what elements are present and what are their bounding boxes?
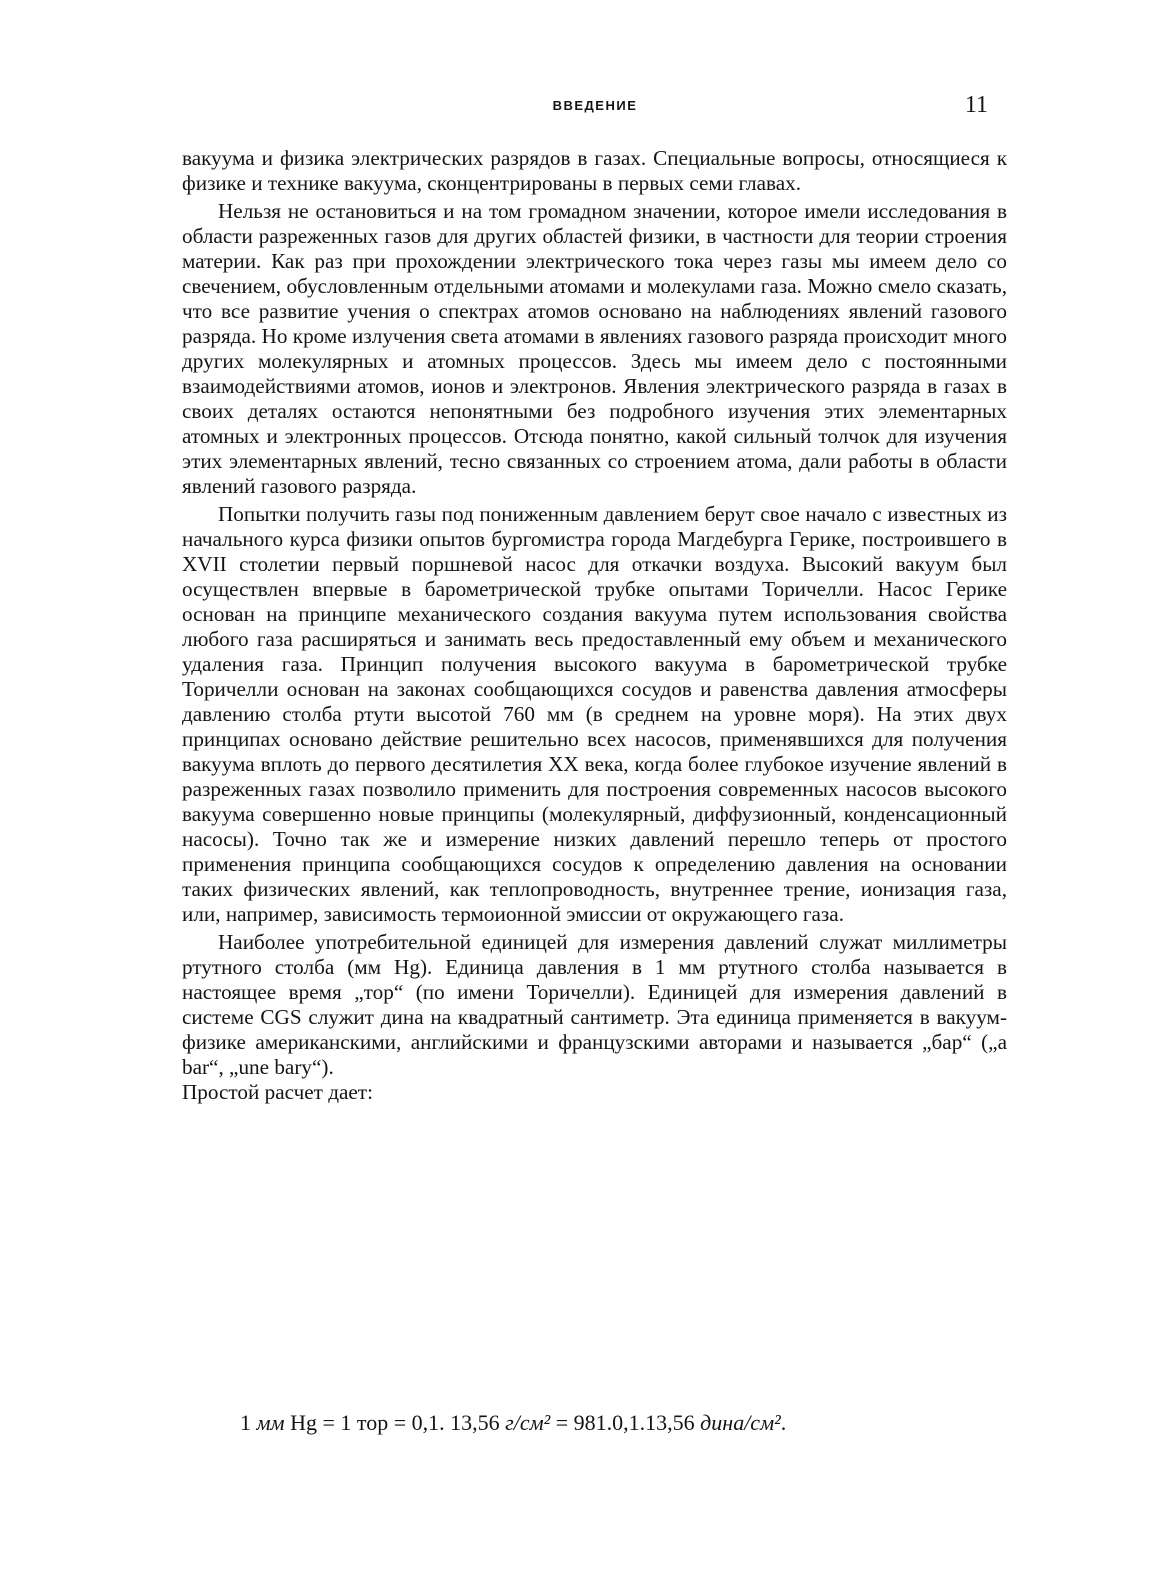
pressure-conversion-formula [240, 1410, 1020, 1436]
formula-part-1: 1 [240, 1410, 257, 1435]
formula-unit-g-cm2: г/см² [505, 1410, 551, 1435]
formula-unit-dyn-cm2: дина/см² [700, 1410, 781, 1435]
paragraph-3: Попытки получить газы под пониженным давлением берут свое начало с известных из начального курса физики опытов бургомистра города Магдебурга Герике, построившего в XVII столетии первый поршневой насос для откачки воздуха. Высокий вакуум был осуществлен впервые в барометрической трубке опытами Торичелли. Насос Герике основан на принципе механического создания вакуума путем использования свойства любого газа расширяться и занимать весь предоставленный ему объем и механического удаления газа. Принцип получения высокого вакуума в барометрической трубке Торичелли основан на законах сообщающихся сосудов и равенства давления атмосферы давлению столба ртути высотой 760 мм (в среднем на уровне моря). На этих двух принципах основано действие решительно всех насосов, применявшихся для получения вакуума вплоть до первого десятилетия XX века, когда более глубокое изучение явлений в разреженных газах позволило применить для построения современных насосов высокого вакуума совершенно новые принципы (молекулярный, диффузионный, конденсационный насосы). Точно так же и измерение низких давлений перешло теперь от простого применения принципа сообщающихся сосудов к определению давления на основании таких физических явлений, как теплопроводность, внутреннее трение, ионизация газа, или, например, зависимость термоионной эмиссии от окружающего газа. [182, 502, 1007, 926]
running-title: ВВЕДЕНИЕ [552, 98, 638, 113]
formula-part-3: = 981.0,1.13,56 [550, 1410, 701, 1435]
body-text [182, 146, 1007, 1105]
formula-part-4: . [780, 1410, 787, 1435]
running-head [180, 92, 1010, 126]
formula-lead-in: Простой расчет дает: [182, 1080, 373, 1104]
formula-part-2: Hg = 1 тор = 0,1. 13,56 [284, 1410, 506, 1435]
paragraph-1: вакуума и физика электрических разрядов в газах. Специальные вопросы, относящиеся к физике и технике вакуума, сконцентрированы в первых семи главах. [182, 146, 1007, 195]
page-number: 11 [964, 92, 988, 118]
paragraph-4: Наиболее употребительной единицей для измерения давлений служат миллиметры ртутного столба (мм Hg). Единица давления в 1 мм ртутного столба называется в настоящее время „тор“ (по имени Торичелли). Единицей для измерения давлений в системе CGS служит дина на квадратный сантиметр. Эта единица применяется в вакуум-физике американскими, английскими и французскими авторами и называется „бар“ („a bar“, „une bary“). [182, 930, 1007, 1079]
paragraph-2: Нельзя не остановиться и на том громадном значении, которое имели исследования в области разреженных газов для других областей физики, в частности для теории строения материи. Как раз при прохождении электрического тока через газы мы имеем дело со свечением, обусловленным отдельными атомами и молекулами газа. Можно смело сказать, что все развитие учения о спектрах атомов основано на наблюдениях явлений газового разряда. Но кроме излучения света атомами в явлениях газового разряда происходит много других молекулярных и атомных процессов. Здесь мы имеем дело с постоянными взаимодействиями атомов, ионов и электронов. Явления электрического разряда в газах в своих деталях остаются непонятными без подробного изучения этих элементарных атомных и электронных процессов. Отсюда понятно, какой сильный толчок для изучения этих элементарных явлений, тесно связанных со строением атома, дали работы в области явлений газового разряда. [182, 199, 1007, 498]
formula-unit-mm: мм [256, 1410, 285, 1435]
